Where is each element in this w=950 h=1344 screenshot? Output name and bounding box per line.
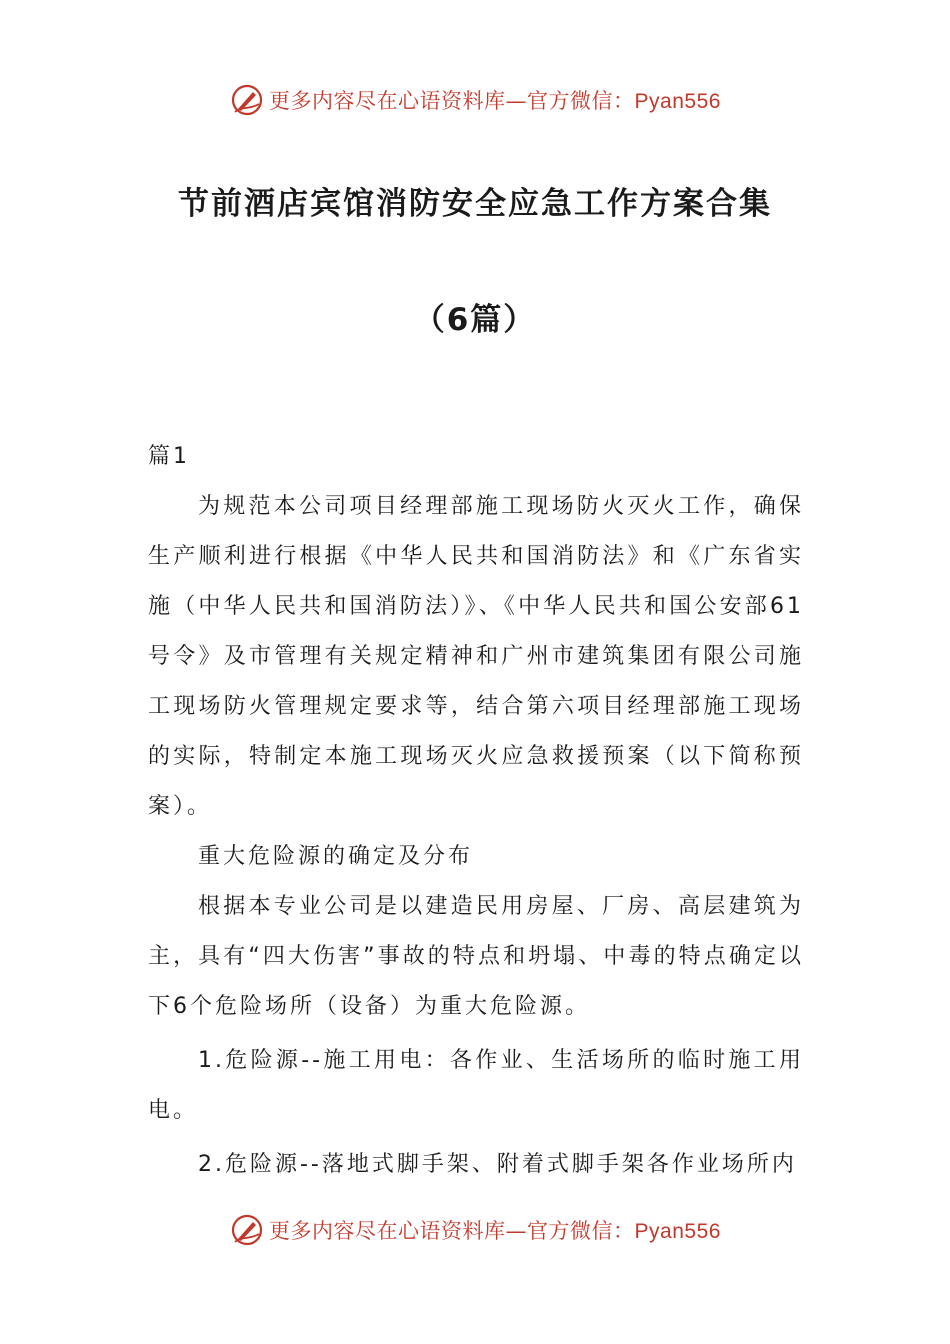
paragraph: 为规范本公司项目经理部施工现场防火灭火工作，确保生产顺利进行根据《中华人民共和国消防法》和《广东省实施（中华人民共和国消防法）》、《中华人民共和国公安部61号令》及市管理有关规定精神和广州市建筑集团有限公司施工现场防火管理规定要求等，结合第六项目经理部施工现场的实际，特制定本施工现场灭火应急救援预案（以下简称预案）。 (148, 494, 804, 819)
paragraph: 根据本专业公司是以建造民用房屋、厂房、高层建筑为主，具有“四大伤害”事故的特点和坍塌、中毒的特点确定以下6个危险场所（设备）为重大危险源。 (148, 894, 804, 1019)
watermark-handle: Pyan556 (634, 90, 721, 113)
watermark-text (269, 1215, 721, 1245)
pen-logo-icon (229, 1212, 265, 1248)
list-item: 2.危险源--落地式脚手架、附着式脚手架各作业场所内 (198, 1152, 797, 1177)
watermark-dash: — (505, 89, 528, 113)
section-label: 篇1 (148, 444, 190, 469)
section-heading: 重大危险源的确定及分布 (198, 844, 474, 869)
watermark-dash: — (505, 1219, 528, 1243)
watermark-wechat-label: 官方微信： (527, 89, 635, 113)
watermark-banner-bottom (0, 1208, 950, 1252)
watermark-wechat-label: 官方微信： (527, 1219, 635, 1243)
document-subtitle: （6篇） (413, 302, 537, 338)
watermark-main: 更多内容尽在心语资料库 (269, 1219, 506, 1243)
pen-logo-icon (229, 82, 265, 118)
document-body (148, 432, 804, 1190)
watermark-main: 更多内容尽在心语资料库 (269, 89, 506, 113)
watermark-banner-top (0, 78, 950, 122)
list-item: 1.危险源--施工用电：各作业、生活场所的临时施工用电。 (148, 1048, 804, 1123)
watermark-text (269, 85, 721, 115)
watermark-handle: Pyan556 (634, 1220, 721, 1243)
document-title: 节前酒店宾馆消防安全应急工作方案合集 (178, 186, 772, 222)
